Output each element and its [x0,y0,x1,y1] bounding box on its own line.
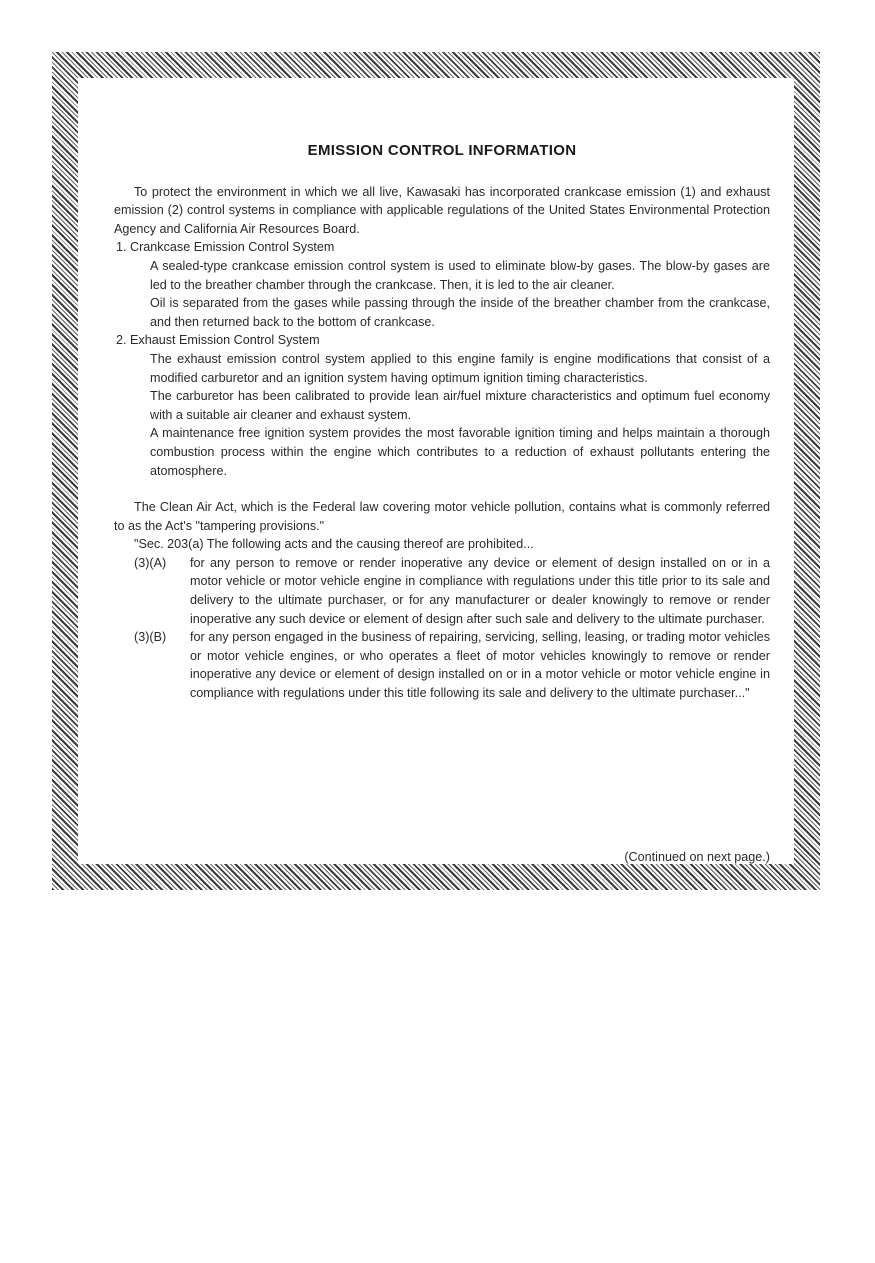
clause-3b [134,628,770,702]
clause-text: for any person to remove or render inoperative any device or element of design installed on or in a motor vehicle or motor vehicle engine in compliance with regulations under this title prior to its sale and delivery to the ultimate purchaser, or for any manufacturer or dealer knowingly to remove or render inoperative any such device or element of design after such sale and delivery to the ultimate purchaser. [190,555,770,626]
exhaust-paragraph-1: The exhaust emission control system applied to this engine family is engine modifications that consist of a modified carburetor and an ignition system having optimum ignition timing characteristics. [150,351,770,385]
section-203-intro: "Sec. 203(a) The following acts and the causing thereof are prohibited... [134,537,534,552]
clause-number: (3)(A) [134,555,167,570]
clause-text: for any person engaged in the business of repairing, servicing, selling, leasing, or trading motor vehicles or motor vehicle engines, or who operates a fleet of motor vehicles knowingly to remove or render inoperative any device or element of design installed on or in a motor vehicle or motor vehicle engine in compliance with regulations under this title following its sale and delivery to the ultimate purchaser..." [190,630,770,701]
section-heading-crankcase: 1. Crankcase Emission Control System [116,240,335,255]
clean-air-act-paragraph: The Clean Air Act, which is the Federal law covering motor vehicle pollution, contains what is commonly referred to as the Act's "tampering provisions." [114,500,770,533]
intro-paragraph: To protect the environment in which we all live, Kawasaki has incorporated crankcase emission (1) and exhaust emission (2) control systems in compliance with applicable regulations of the United States Environmental Protection Agency and California Air Resources Board. [114,184,770,236]
crankcase-paragraph-2: Oil is separated from the gases while passing through the inside of the breather chamber from the crankcase, and then returned back to the bottom of crankcase. [150,296,770,329]
spacer [114,480,770,498]
clause-number: (3)(B) [134,630,167,645]
crankcase-paragraph-1: A sealed-type crankcase emission control system is used to eliminate blow-by gases. The blow-by gases are led to the breather chamber through the crankcase. Then, it is led to the air cleaner. [150,258,770,292]
exhaust-paragraph-2: The carburetor has been calibrated to provide lean air/fuel mixture characteristics and optimum fuel economy with a suitable air cleaner and exhaust system. [150,389,770,422]
clause-3a [134,554,770,628]
document-body [114,142,770,703]
exhaust-paragraph-3: A maintenance free ignition system provides the most favorable ignition timing and helps maintain a thorough combustion process within the engine which contributes to a reduction of exhaust pollutants entering the atomosphere. [150,426,770,478]
section-heading-exhaust: 2. Exhaust Emission Control System [116,333,320,348]
page-title: EMISSION CONTROL INFORMATION [307,142,577,159]
continued-note: (Continued on next page.) [624,850,770,864]
